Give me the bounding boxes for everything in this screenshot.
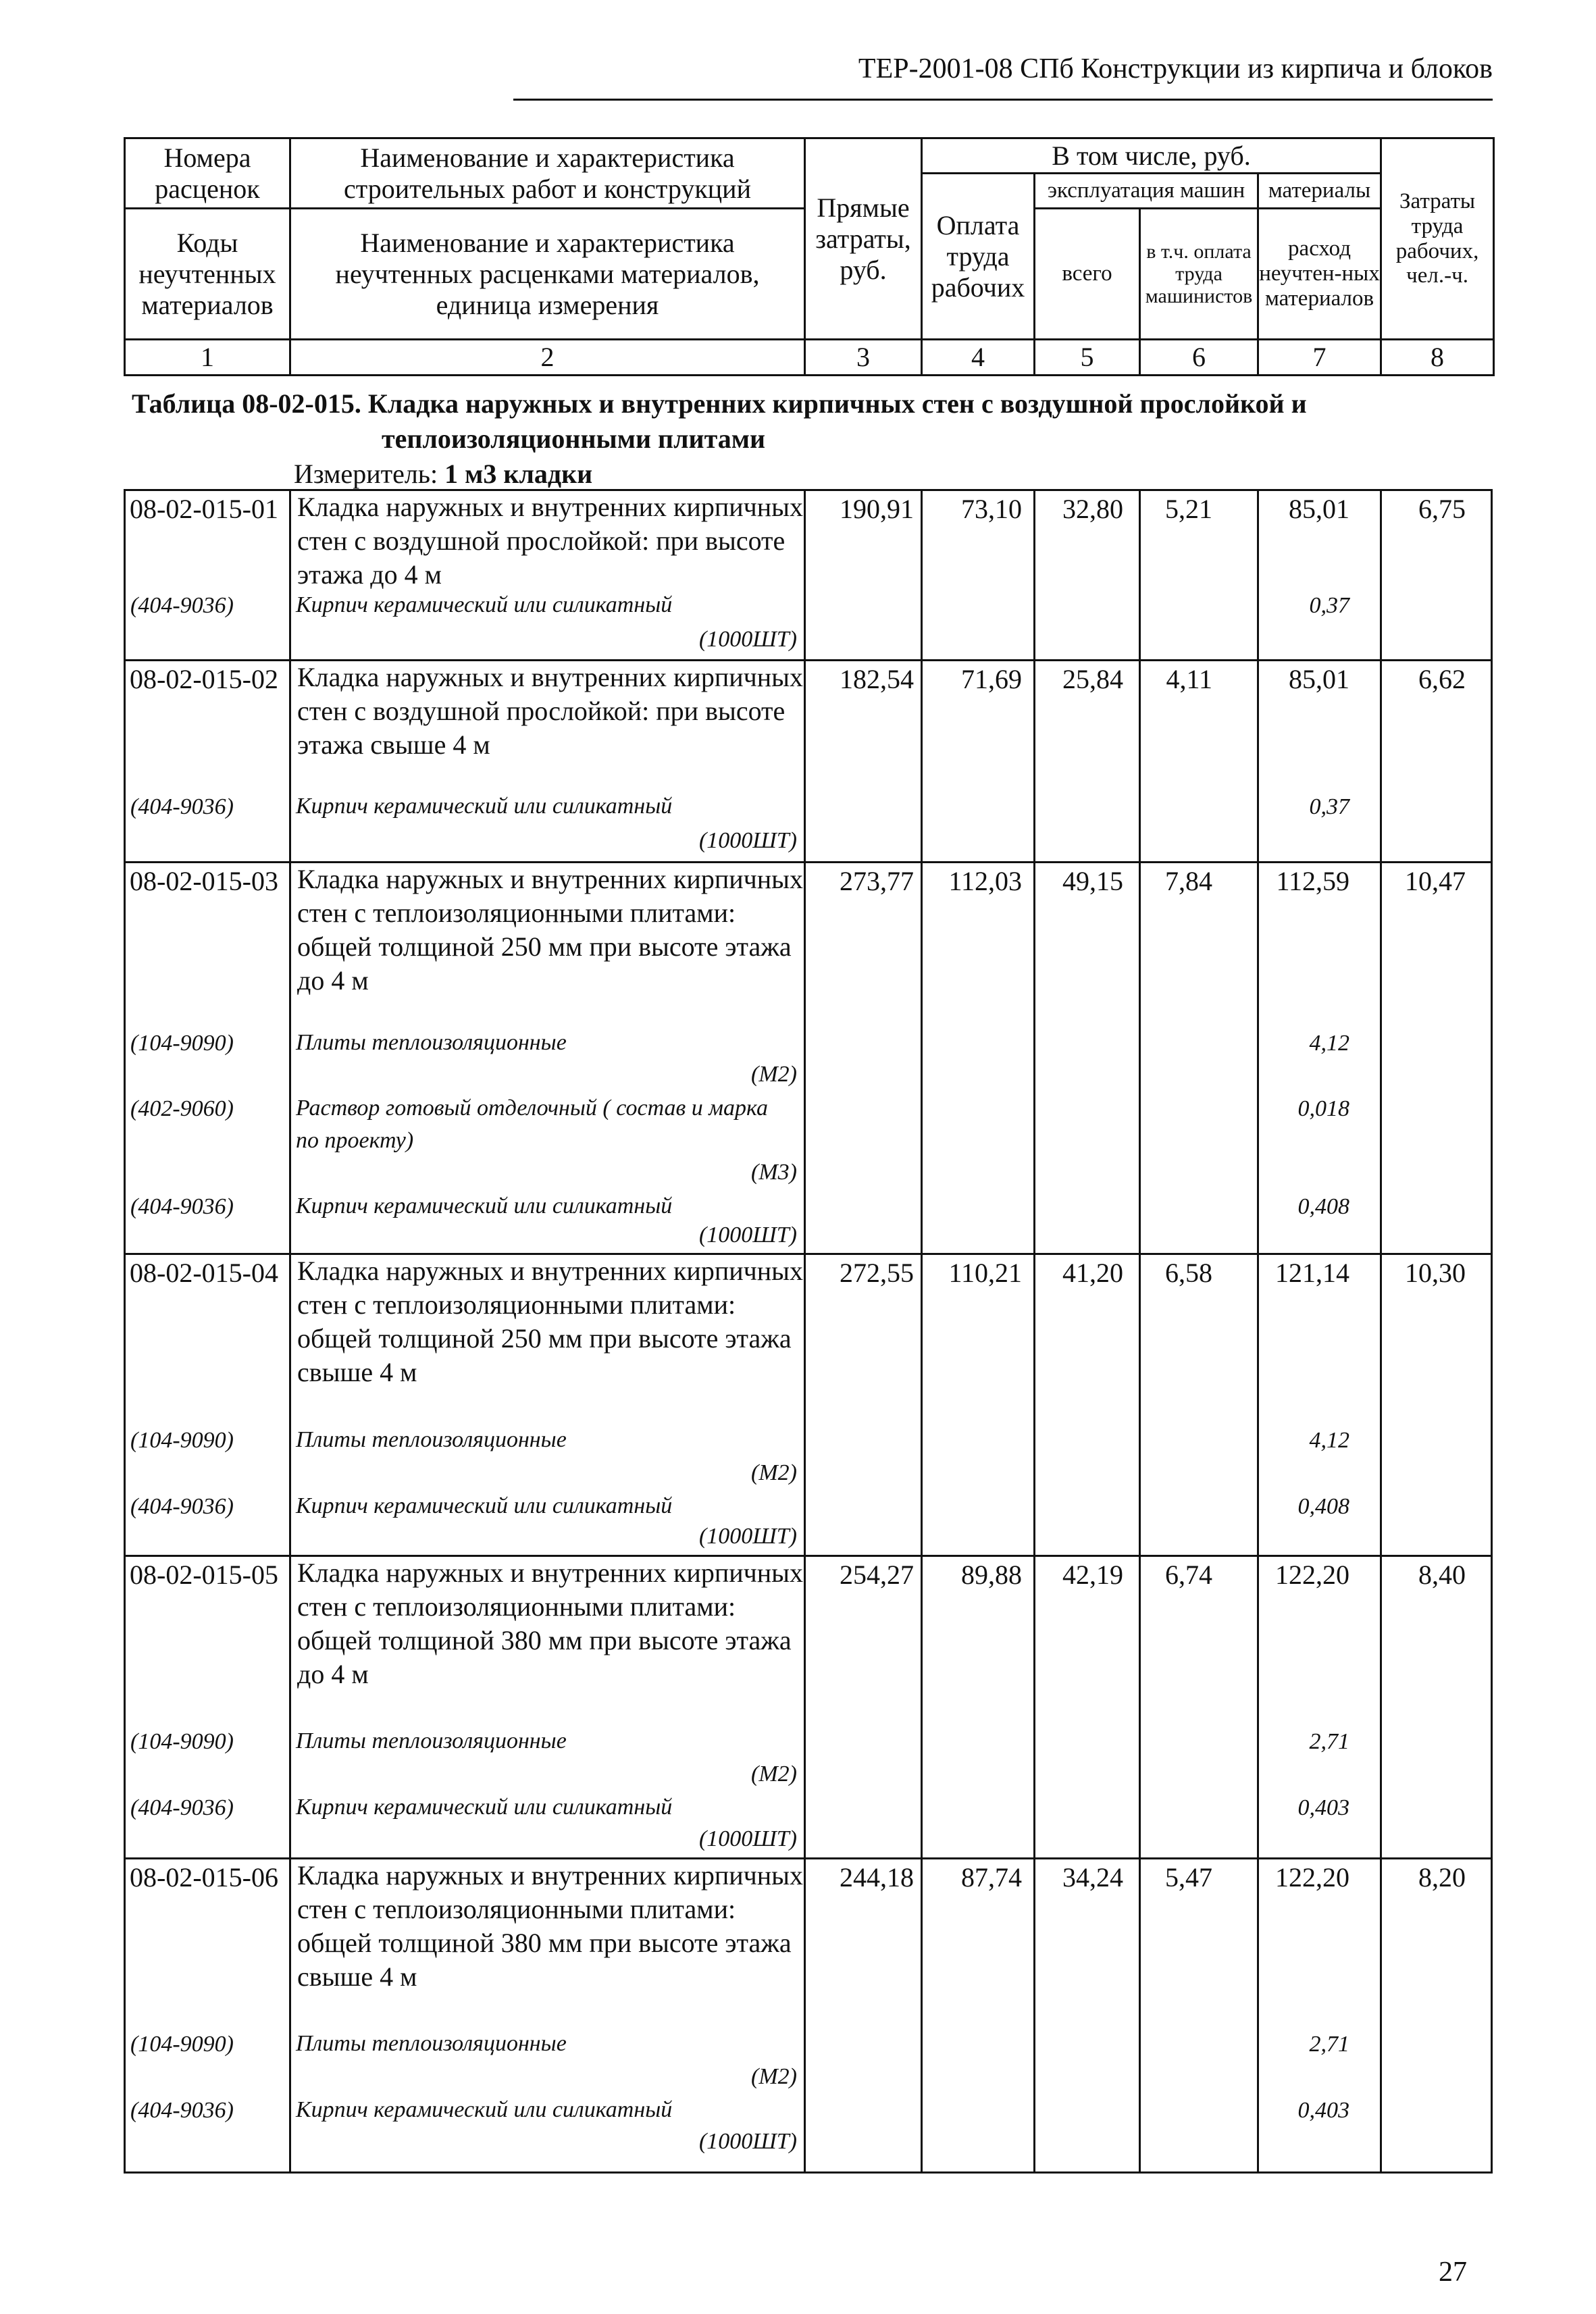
materials-value: 112,59 xyxy=(1276,866,1349,896)
materials-value: 122,20 xyxy=(1275,1862,1349,1893)
header-machines: эксплуатация машин xyxy=(1035,174,1258,209)
column-number: 2 xyxy=(290,340,805,376)
material-name: Плиты теплоизоляционные xyxy=(296,1427,567,1452)
material-name: Кирпич керамический или силикатный xyxy=(296,1795,673,1820)
materials-value: 85,01 xyxy=(1289,664,1349,694)
material-quantity: 4,12 xyxy=(1309,1031,1349,1056)
machines-total-value: 25,84 xyxy=(1062,664,1123,694)
material-unit: (1000ШТ) xyxy=(698,2129,797,2154)
document-header: ТЕР-2001-08 СПб Конструкции из кирпича и блоков xyxy=(858,53,1493,84)
column-number: 4 xyxy=(922,340,1035,376)
header-machines-total: всего xyxy=(1035,209,1140,340)
grid-line xyxy=(1380,489,1382,2174)
header-including-group: В том числе, руб. xyxy=(922,138,1381,174)
operator-pay-value: 6,58 xyxy=(1165,1258,1212,1288)
machines-total-value: 41,20 xyxy=(1062,1258,1123,1288)
grid-line xyxy=(289,489,291,2174)
rate-code: 08-02-015-06 xyxy=(130,1862,278,1893)
material-quantity: 0,403 xyxy=(1297,2098,1349,2123)
material-name: Кирпич керамический или силикатный xyxy=(296,592,673,617)
work-description: Кладка наружных и внутренних кирпичных стен с теплоизоляционными плитами: общей толщиной 250 мм при высоте этажа до 4 м xyxy=(297,864,804,996)
material-code: (404-9036) xyxy=(130,794,234,819)
rate-code: 08-02-015-05 xyxy=(130,1560,278,1590)
material-code: (404-9036) xyxy=(130,593,234,618)
material-code: (404-9036) xyxy=(130,1194,234,1219)
table-title-line2: теплоизоляционными плитами xyxy=(382,423,766,454)
rate-code: 08-02-015-03 xyxy=(130,866,278,896)
material-quantity: 0,408 xyxy=(1297,1494,1349,1519)
grid-line xyxy=(1139,489,1141,2174)
row-separator xyxy=(124,2171,1493,2174)
measure-unit xyxy=(294,458,592,490)
rate-code: 08-02-015-02 xyxy=(130,664,278,694)
material-code: (402-9060) xyxy=(130,1096,234,1121)
column-number: 3 xyxy=(805,340,922,376)
header-rate-numbers: Номера расценок xyxy=(125,138,290,209)
column-number: 1 xyxy=(125,340,290,376)
direct-costs-value: 272,55 xyxy=(840,1258,914,1288)
column-number: 5 xyxy=(1035,340,1140,376)
materials-value: 85,01 xyxy=(1289,494,1349,524)
material-name: Кирпич керамический или силикатный xyxy=(296,1493,673,1518)
material-name: Кирпич керамический или силикатный xyxy=(296,794,673,819)
material-unit: (1000ШТ) xyxy=(698,1524,797,1549)
table-title xyxy=(132,386,1476,457)
machines-total-value: 34,24 xyxy=(1062,1862,1123,1893)
material-name: Плиты теплоизоляционные xyxy=(296,1728,567,1753)
labor-pay-value: 71,69 xyxy=(961,664,1022,694)
material-unit: (1000ШТ) xyxy=(698,828,797,853)
machines-total-value: 32,80 xyxy=(1062,494,1123,524)
grid-line xyxy=(1491,489,1493,2174)
rate-code: 08-02-015-01 xyxy=(130,494,278,524)
header-labor-hours: Затраты труда рабочих, чел.-ч. xyxy=(1381,138,1494,340)
labor-hours-value: 10,30 xyxy=(1405,1258,1466,1288)
material-code: (404-9036) xyxy=(130,2098,234,2123)
materials-value: 121,14 xyxy=(1275,1258,1349,1288)
work-description: Кладка наружных и внутренних кирпичных стен с воздушной прослойкой: при высоте этажа свыше 4 м xyxy=(297,662,804,760)
column-number: 6 xyxy=(1140,340,1258,376)
material-code: (404-9036) xyxy=(130,1494,234,1519)
header-unaccounted-codes: Коды неучтенных материалов xyxy=(125,209,290,340)
header-direct-costs: Прямые затраты, руб. xyxy=(805,138,922,340)
operator-pay-value: 7,84 xyxy=(1165,866,1212,896)
material-name: Кирпич керамический или силикатный xyxy=(296,1193,673,1218)
material-quantity: 0,403 xyxy=(1297,1795,1349,1820)
measure-value: 1 м3 кладки xyxy=(444,459,593,489)
material-code: (104-9090) xyxy=(130,1031,234,1056)
work-description: Кладка наружных и внутренних кирпичных стен с воздушной прослойкой: при высоте этажа до 4 м xyxy=(297,492,804,590)
material-quantity: 0,408 xyxy=(1297,1194,1349,1219)
labor-pay-value: 73,10 xyxy=(961,494,1022,524)
material-name: Кирпич керамический или силикатный xyxy=(296,2097,673,2122)
material-unit: (1000ШТ) xyxy=(698,627,797,652)
labor-pay-value: 89,88 xyxy=(961,1560,1022,1590)
grid-line xyxy=(921,489,923,2174)
header-rule xyxy=(513,99,1493,101)
work-description: Кладка наружных и внутренних кирпичных стен с теплоизоляционными плитами: общей толщиной 380 мм при высоте этажа до 4 м xyxy=(297,1558,804,1689)
machines-total-value: 42,19 xyxy=(1062,1560,1123,1590)
labor-hours-value: 8,40 xyxy=(1418,1560,1466,1590)
operator-pay-value: 4,11 xyxy=(1166,664,1212,694)
materials-value: 122,20 xyxy=(1275,1560,1349,1590)
direct-costs-value: 254,27 xyxy=(840,1560,914,1590)
operator-pay-value: 6,74 xyxy=(1165,1560,1212,1590)
material-name: Раствор готовый отделочный ( состав и марка по проекту) xyxy=(296,1096,769,1153)
labor-hours-value: 10,47 xyxy=(1405,866,1466,896)
material-name: Плиты теплоизоляционные xyxy=(296,1030,567,1055)
direct-costs-value: 190,91 xyxy=(840,494,914,524)
material-quantity: 4,12 xyxy=(1309,1428,1349,1453)
material-code: (404-9036) xyxy=(130,1795,234,1820)
header-work-name: Наименование и характеристика строительных работ и конструкций xyxy=(290,138,805,209)
labor-hours-value: 6,75 xyxy=(1418,494,1466,524)
work-description: Кладка наружных и внутренних кирпичных стен с теплоизоляционными плитами: общей толщиной 380 мм при высоте этажа свыше 4 м xyxy=(297,1860,804,1992)
material-quantity: 2,71 xyxy=(1309,2032,1349,2057)
material-quantity: 2,71 xyxy=(1309,1729,1349,1754)
material-unit: (М2) xyxy=(751,1062,797,1087)
header-material-name: Наименование и характеристика неучтенных расценками материалов, единица измерения xyxy=(290,209,805,340)
rate-code: 08-02-015-04 xyxy=(130,1258,278,1288)
labor-pay-value: 110,21 xyxy=(948,1258,1022,1288)
operator-pay-value: 5,47 xyxy=(1165,1862,1212,1893)
material-code: (104-9090) xyxy=(130,1729,234,1754)
material-unit: (М2) xyxy=(751,1762,797,1786)
column-number-row xyxy=(125,340,1494,376)
grid-line xyxy=(1033,489,1035,2174)
labor-hours-value: 6,62 xyxy=(1418,664,1466,694)
material-quantity: 0,018 xyxy=(1297,1096,1349,1121)
page-number: 27 xyxy=(1439,2257,1467,2288)
column-number: 7 xyxy=(1258,340,1381,376)
labor-pay-value: 112,03 xyxy=(948,866,1022,896)
column-number: 8 xyxy=(1381,340,1494,376)
material-code: (104-9090) xyxy=(130,2032,234,2057)
measure-label: Измеритель: xyxy=(294,459,438,489)
material-code: (104-9090) xyxy=(130,1428,234,1453)
material-quantity: 0,37 xyxy=(1309,593,1349,618)
labor-hours-value: 8,20 xyxy=(1418,1862,1466,1893)
header-materials: материалы xyxy=(1258,174,1381,209)
material-unit: (1000ШТ) xyxy=(698,1223,797,1248)
material-unit: (М2) xyxy=(751,2064,797,2089)
grid-line xyxy=(1257,489,1259,2174)
direct-costs-value: 244,18 xyxy=(840,1862,914,1893)
grid-line xyxy=(124,489,126,2174)
material-unit: (М2) xyxy=(751,1460,797,1485)
machines-total-value: 49,15 xyxy=(1062,866,1123,896)
material-name: Плиты теплоизоляционные xyxy=(296,2031,567,2056)
direct-costs-value: 273,77 xyxy=(840,866,914,896)
work-description: Кладка наружных и внутренних кирпичных стен с теплоизоляционными плитами: общей толщиной 250 мм при высоте этажа свыше 4 м xyxy=(297,1256,804,1387)
labor-pay-value: 87,74 xyxy=(961,1862,1022,1893)
column-header-table xyxy=(124,137,1495,376)
material-quantity: 0,37 xyxy=(1309,794,1349,819)
table-title-line1: Таблица 08-02-015. Кладка наружных и внутренних кирпичных стен с воздушной прослойкой и xyxy=(132,388,1307,419)
material-unit: (1000ШТ) xyxy=(698,1826,797,1851)
header-operator-pay: в т.ч. оплата труда машинистов xyxy=(1140,209,1258,340)
operator-pay-value: 5,21 xyxy=(1165,494,1212,524)
material-unit: (М3) xyxy=(751,1160,797,1185)
direct-costs-value: 182,54 xyxy=(840,664,914,694)
header-labor-pay: Оплата труда рабочих xyxy=(922,174,1035,340)
header-material-usage: расход неучтен-ных материалов xyxy=(1258,209,1381,340)
